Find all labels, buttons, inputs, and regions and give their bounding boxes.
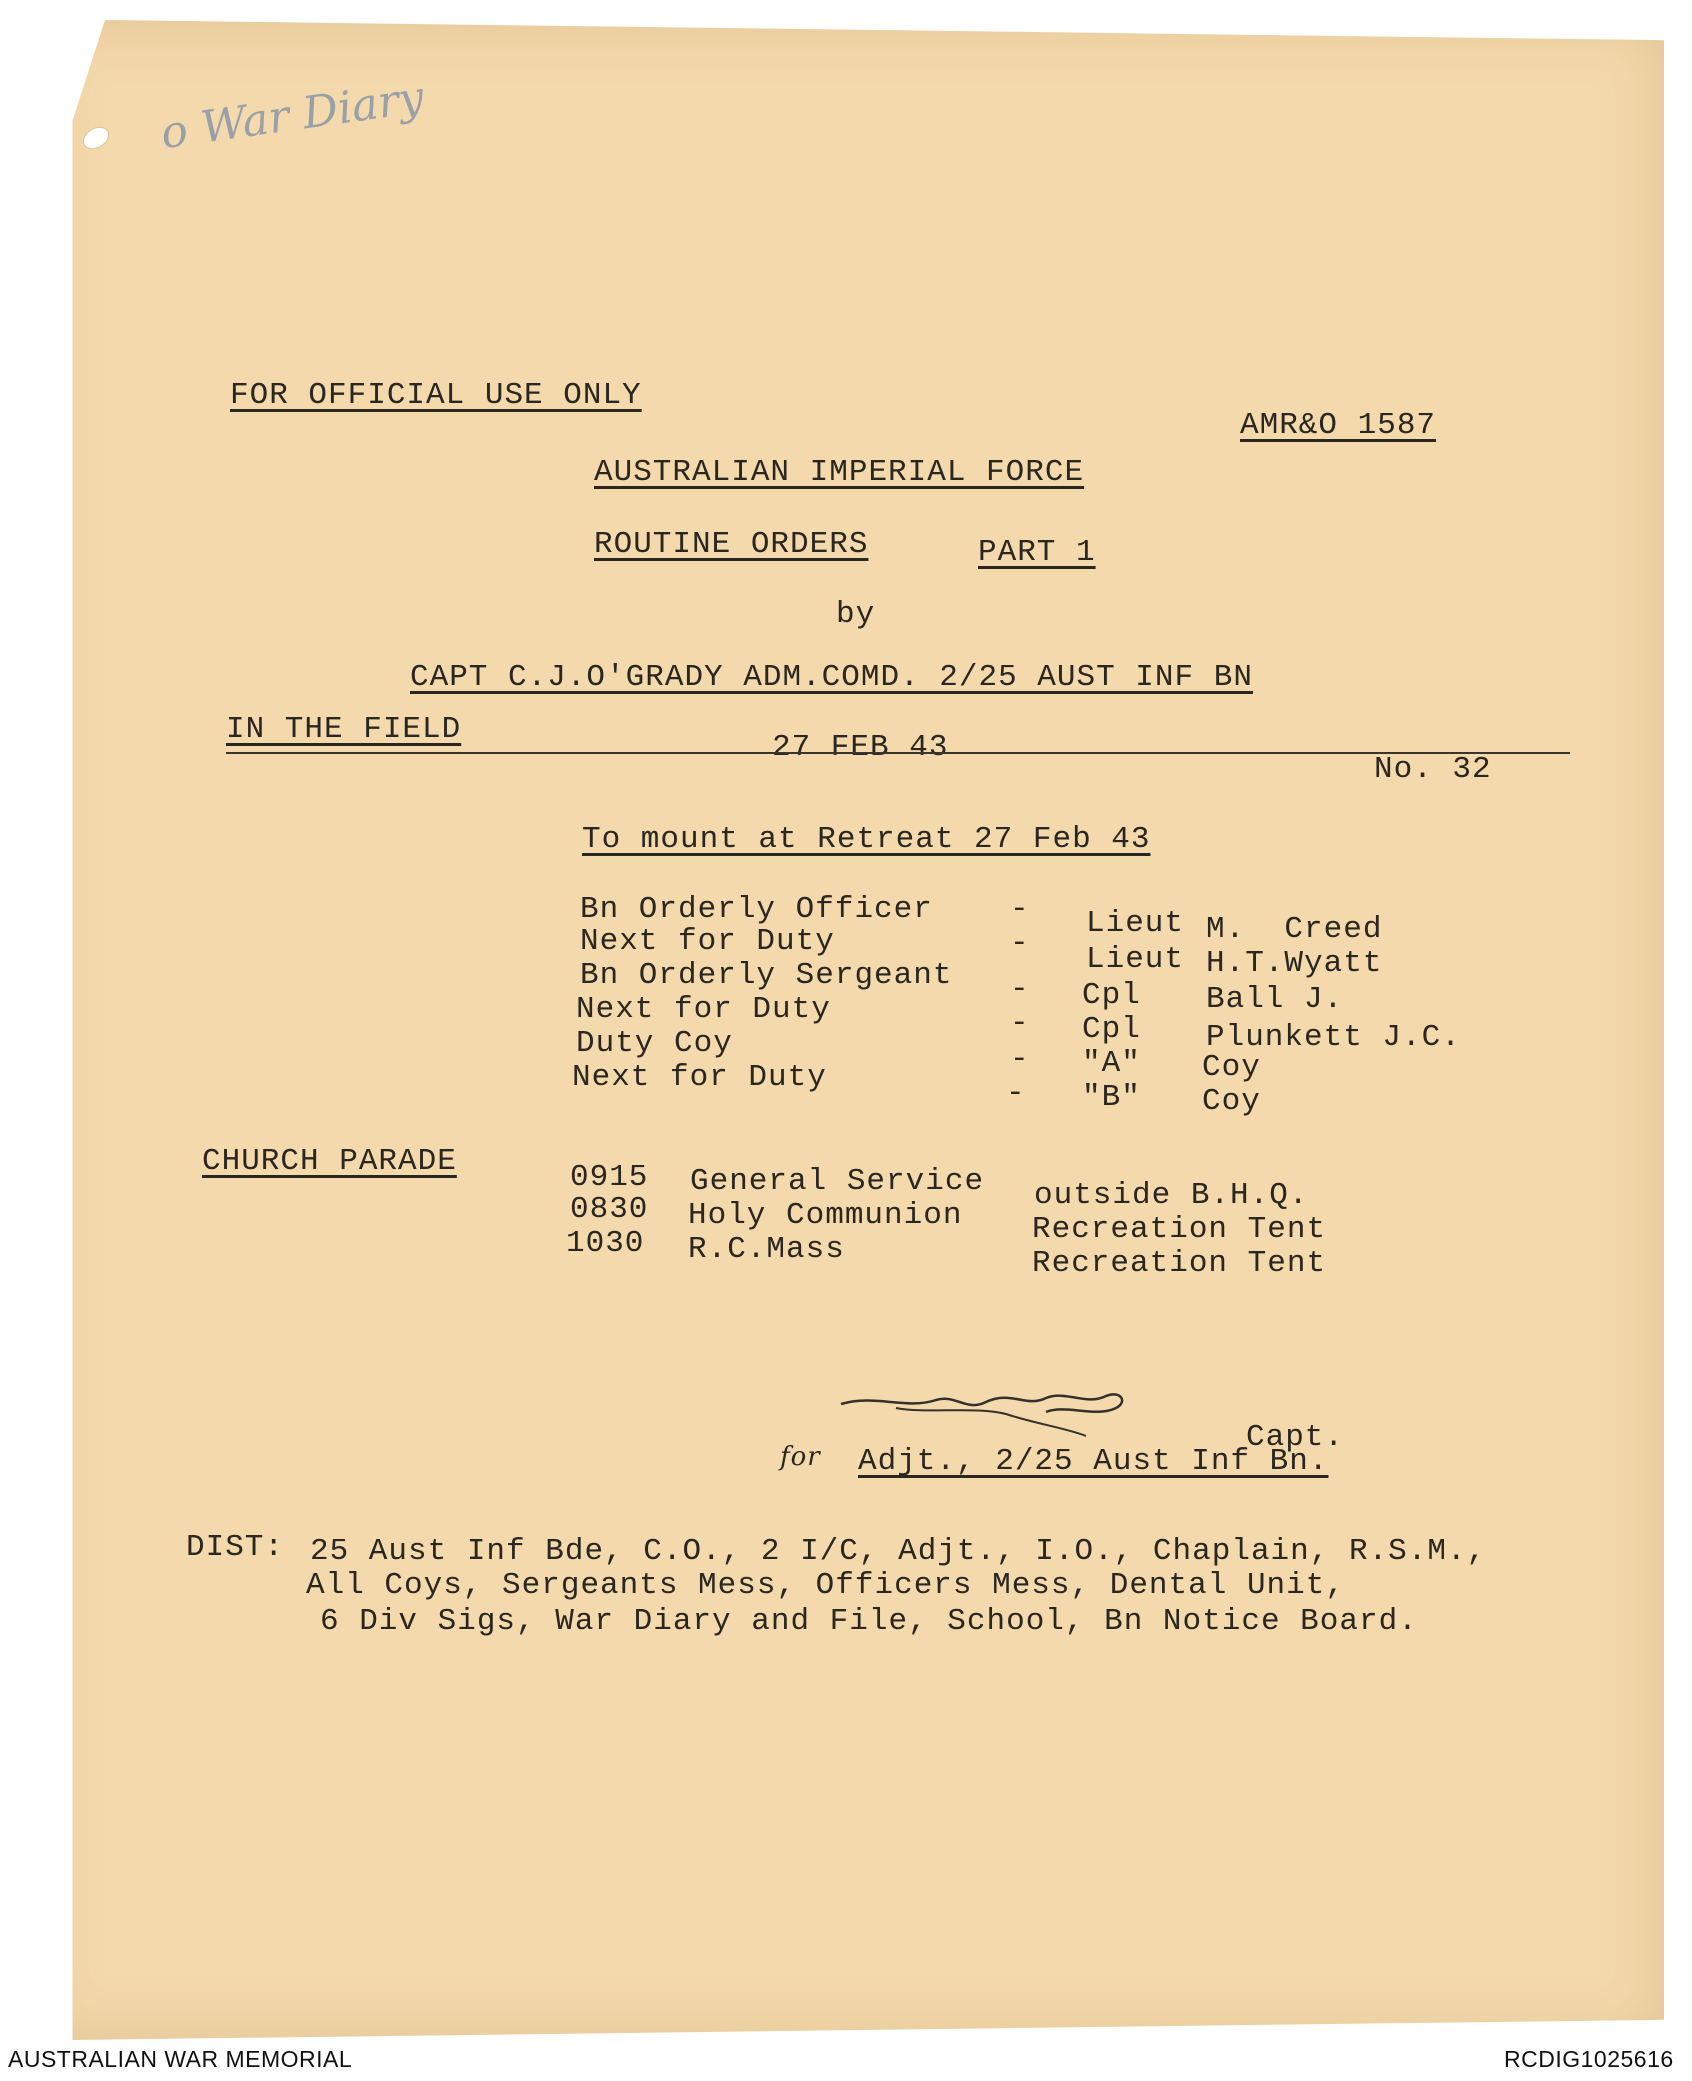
service-time: 0915 xyxy=(570,1160,649,1195)
service-name: General Service xyxy=(690,1164,985,1199)
for-annotation: for xyxy=(780,1442,821,1472)
adjutant-line: Adjt., 2/25 Aust Inf Bn. xyxy=(858,1444,1329,1479)
signatory-rank: Capt. xyxy=(1246,1420,1345,1455)
by-label: by xyxy=(836,597,876,632)
institution-label: AUSTRALIAN WAR MEMORIAL xyxy=(8,2046,353,2072)
service-name: R.C.Mass xyxy=(688,1232,845,1267)
duty-name: Coy xyxy=(1202,1084,1261,1119)
distribution-label: DIST: xyxy=(186,1530,285,1565)
duty-dash: - xyxy=(1010,1006,1030,1041)
service-place: Recreation Tent xyxy=(1032,1212,1327,1247)
duty-rank: Cpl xyxy=(1082,978,1141,1013)
service-name: Holy Communion xyxy=(688,1198,963,1233)
duty-rank: Lieut xyxy=(1086,906,1185,941)
distribution-line: 6 Div Sigs, War Diary and File, School, Bn Notice Board. xyxy=(320,1604,1418,1639)
duty-role: Bn Orderly Sergeant xyxy=(580,958,953,993)
duty-name: Plunkett J.C. xyxy=(1206,1020,1461,1055)
distribution-line: All Coys, Sergeants Mess, Officers Mess, Dental Unit, xyxy=(306,1568,1345,1603)
part-number: PART 1 xyxy=(978,535,1096,570)
duty-role: Bn Orderly Officer xyxy=(580,892,933,927)
official-use-heading: FOR OFFICIAL USE ONLY xyxy=(230,378,642,413)
church-parade-heading: CHURCH PARADE xyxy=(202,1144,457,1179)
duty-dash: - xyxy=(1010,1042,1030,1077)
duty-rank: "A" xyxy=(1082,1046,1141,1081)
duty-rank: Cpl xyxy=(1082,1012,1141,1047)
duty-name: H.T.Wyatt xyxy=(1206,946,1383,981)
order-number: No. 32 xyxy=(1374,752,1492,787)
duty-dash: - xyxy=(1010,892,1030,927)
duty-dash: - xyxy=(1010,926,1030,961)
duty-role: Next for Duty xyxy=(580,924,835,959)
duty-role: Next for Duty xyxy=(572,1060,827,1095)
war-diary-annotation: o War Diary xyxy=(157,71,427,160)
reference-number: AMR&O 1587 xyxy=(1240,408,1437,443)
service-place: outside B.H.Q. xyxy=(1034,1178,1309,1213)
service-time: 0830 xyxy=(570,1192,649,1227)
header-rule xyxy=(226,752,1570,754)
location-label: IN THE FIELD xyxy=(226,712,462,747)
routine-orders-title: ROUTINE ORDERS xyxy=(594,527,869,562)
mount-heading: To mount at Retreat 27 Feb 43 xyxy=(582,822,1151,857)
duty-rank: "B" xyxy=(1082,1080,1141,1115)
duty-role: Next for Duty xyxy=(576,992,831,1027)
distribution-line: 25 Aust Inf Bde, C.O., 2 I/C, Adjt., I.O., Chaplain, R.S.M., xyxy=(310,1534,1487,1569)
signature-scrawl xyxy=(836,1384,1136,1444)
duty-name: Coy xyxy=(1202,1050,1261,1085)
catalogue-number: RCDIG1025616 xyxy=(1504,2046,1674,2072)
duty-name: M. Creed xyxy=(1206,912,1383,947)
duty-dash: - xyxy=(1006,1076,1026,1111)
duty-role: Duty Coy xyxy=(576,1026,733,1061)
service-place: Recreation Tent xyxy=(1032,1246,1327,1281)
service-time: 1030 xyxy=(566,1226,645,1261)
order-date: 27 FEB 43 xyxy=(772,730,949,765)
duty-name: Ball J. xyxy=(1206,982,1344,1017)
force-title: AUSTRALIAN IMPERIAL FORCE xyxy=(594,455,1085,490)
commander-line: CAPT C.J.O'GRADY ADM.COMD. 2/25 AUST INF BN xyxy=(410,660,1253,695)
duty-dash: - xyxy=(1010,972,1030,1007)
duty-rank: Lieut xyxy=(1086,942,1185,977)
